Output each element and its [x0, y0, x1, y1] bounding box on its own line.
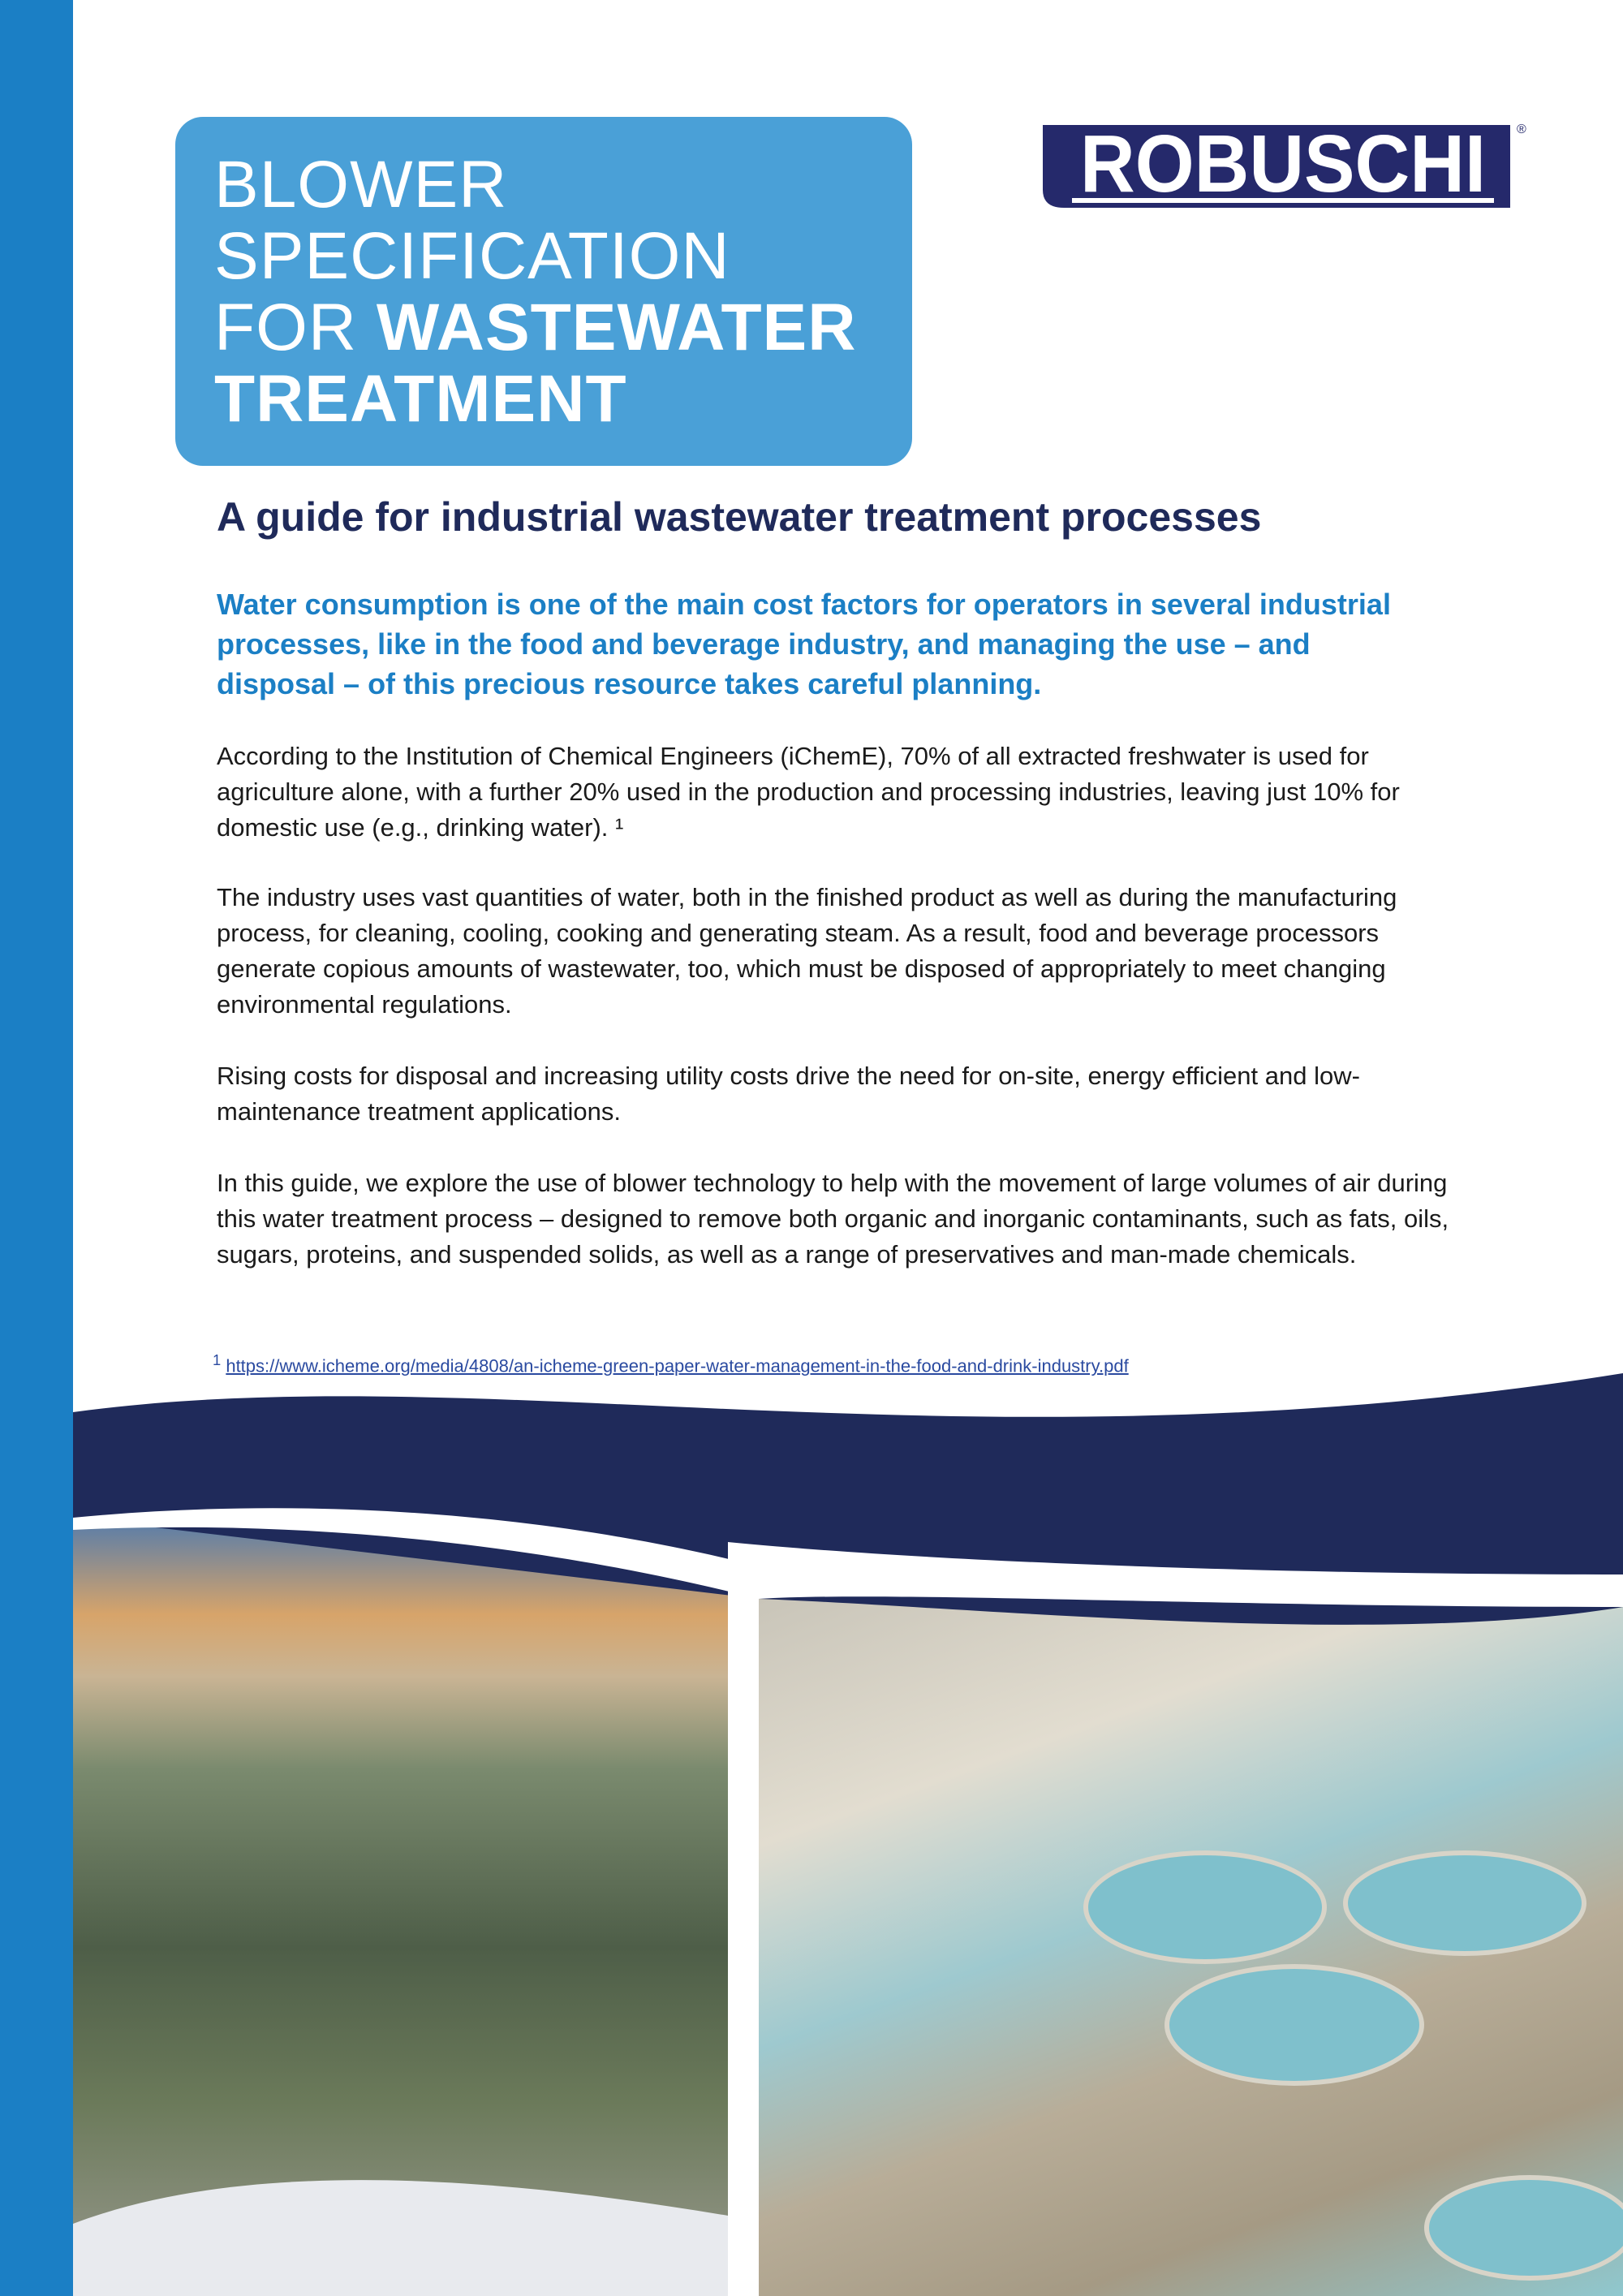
- title-line: BLOWER: [214, 148, 508, 222]
- footnote: $^1$ https://www.icheme.org/media/4808/an-icheme-green-paper-water-management-in-the-food-and-drink-industry.pdf: [213, 1351, 1129, 1376]
- body-paragraph: Rising costs for disposal and increasing utility costs drive the need for on-site, energy efficient and low-maintenance treatment applications.: [217, 1062, 1360, 1126]
- intro-paragraph: Water consumption is one of the main cost factors for operators in several industrial processes, like in the food and beverage industry, and managing the use – and disposal – of this precious resource takes careful planning.: [217, 588, 1391, 700]
- title-line: TREATMENT: [214, 362, 627, 436]
- svg-text:®: ®: [1517, 123, 1526, 136]
- svg-text:ROBUSCHI: ROBUSCHI: [1080, 118, 1486, 209]
- footnote-link[interactable]: https://www.icheme.org/media/4808/an-icheme-green-paper-water-management-in-the-food-and-drink-industry.pdf: [226, 1355, 1129, 1376]
- body-paragraph: The industry uses vast quantities of water, both in the finished product as well as during the manufacturing process, for cleaning, cooling, cooking and generating steam. As a result, food and beverage processors generate copious amounts of wastewater, too, which must be disposed of appropriately to meet changing environmental regulations.: [217, 883, 1397, 1019]
- wave-decoration: [0, 1363, 1623, 2296]
- title-box: [175, 117, 912, 466]
- body-paragraph: In this guide, we explore the use of blower technology to help with the movement of large volumes of air during this water treatment process – designed to remove both organic and inorganic contaminants, such as fats, oils, sugars, proteins, and suspended solids, as well as a range of preservatives and man-made chemicals.: [217, 1169, 1449, 1269]
- title-line: SPECIFICATION: [214, 219, 730, 293]
- robuschi-logo: [1040, 117, 1526, 214]
- title-line: FOR WASTEWATER: [214, 291, 857, 364]
- body-paragraph: According to the Institution of Chemical Engineers (iChemE), 70% of all extracted freshwater is used for agriculture alone, with a further 20% used in the production and processing industries, leaving just 10% for domestic use (e.g., drinking water). ¹: [217, 742, 1400, 842]
- subtitle: A guide for industrial wastewater treatment processes: [217, 494, 1262, 540]
